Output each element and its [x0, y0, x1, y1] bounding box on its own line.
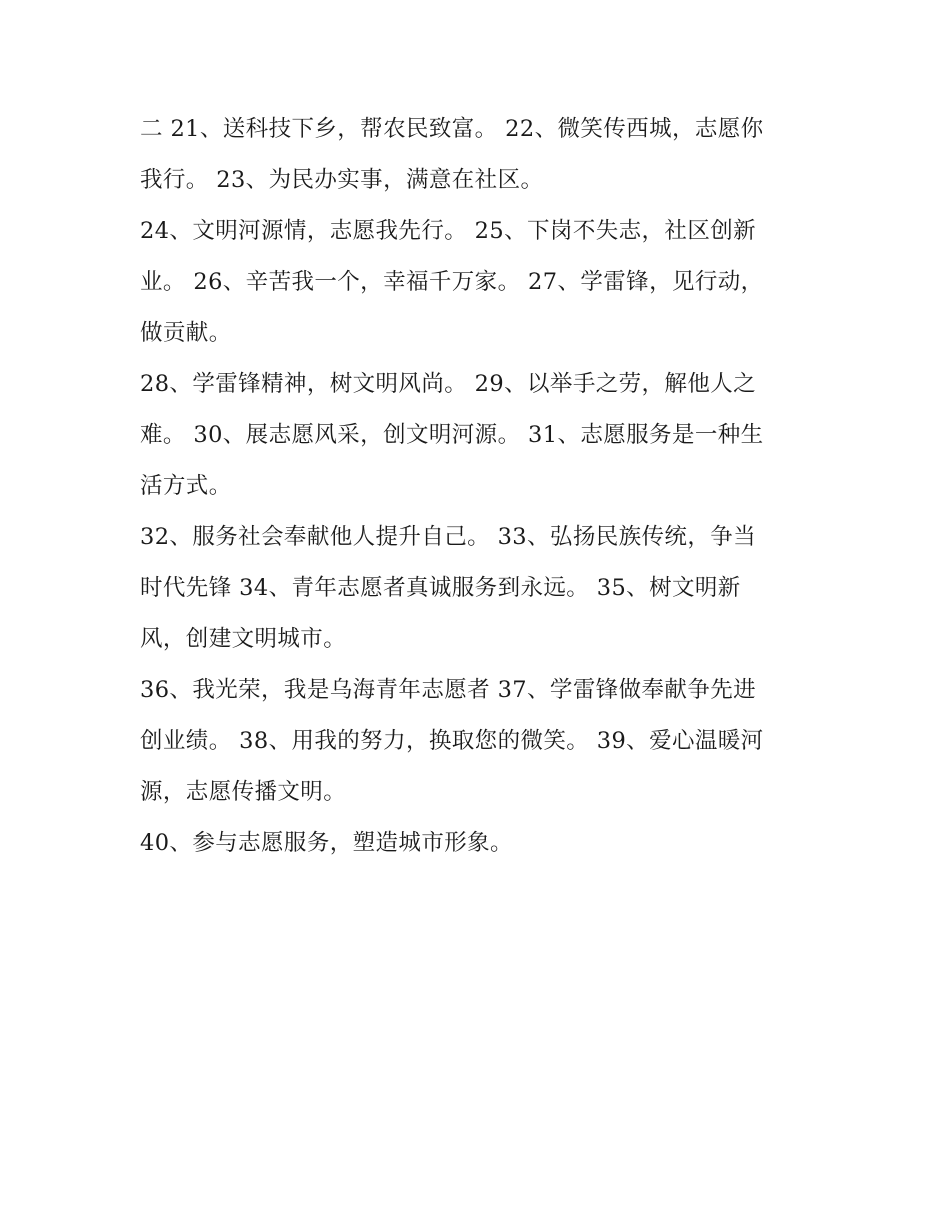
text-line: 风，创建文明城市。	[140, 626, 347, 652]
text-line: 活方式。	[140, 473, 232, 499]
text-line: 24、文明河源情，志愿我先行。 25、下岗不失志，社区创新	[140, 218, 757, 244]
text-line: 业。 26、辛苦我一个，幸福千万家。 27、学雷锋，见行动，	[140, 269, 764, 295]
text-line: 36、我光荣，我是乌海青年志愿者 37、学雷锋做奉献争先进	[140, 677, 757, 703]
text-line: 28、学雷锋精神，树文明风尚。 29、以举手之劳，解他人之	[140, 371, 757, 397]
text-line: 我行。 23、为民办实事，满意在社区。	[140, 167, 544, 193]
text-line: 40、参与志愿服务，塑造城市形象。	[140, 830, 513, 856]
text-line: 难。 30、展志愿风采，创文明河源。 31、志愿服务是一种生	[140, 422, 764, 448]
text-line: 做贡献。	[140, 320, 232, 346]
text-line: 创业绩。 38、用我的努力，换取您的微笑。 39、爱心温暖河	[140, 728, 764, 754]
text-line: 32、服务社会奉献他人提升自己。 33、弘扬民族传统，争当	[140, 524, 757, 550]
text-line: 源，志愿传播文明。	[140, 779, 347, 805]
text-line: 时代先锋 34、青年志愿者真诚服务到永远。 35、树文明新	[140, 575, 741, 601]
document-body	[140, 104, 805, 869]
text-line: 二 21、送科技下乡，帮农民致富。 22、微笑传西城，志愿你	[140, 116, 764, 142]
